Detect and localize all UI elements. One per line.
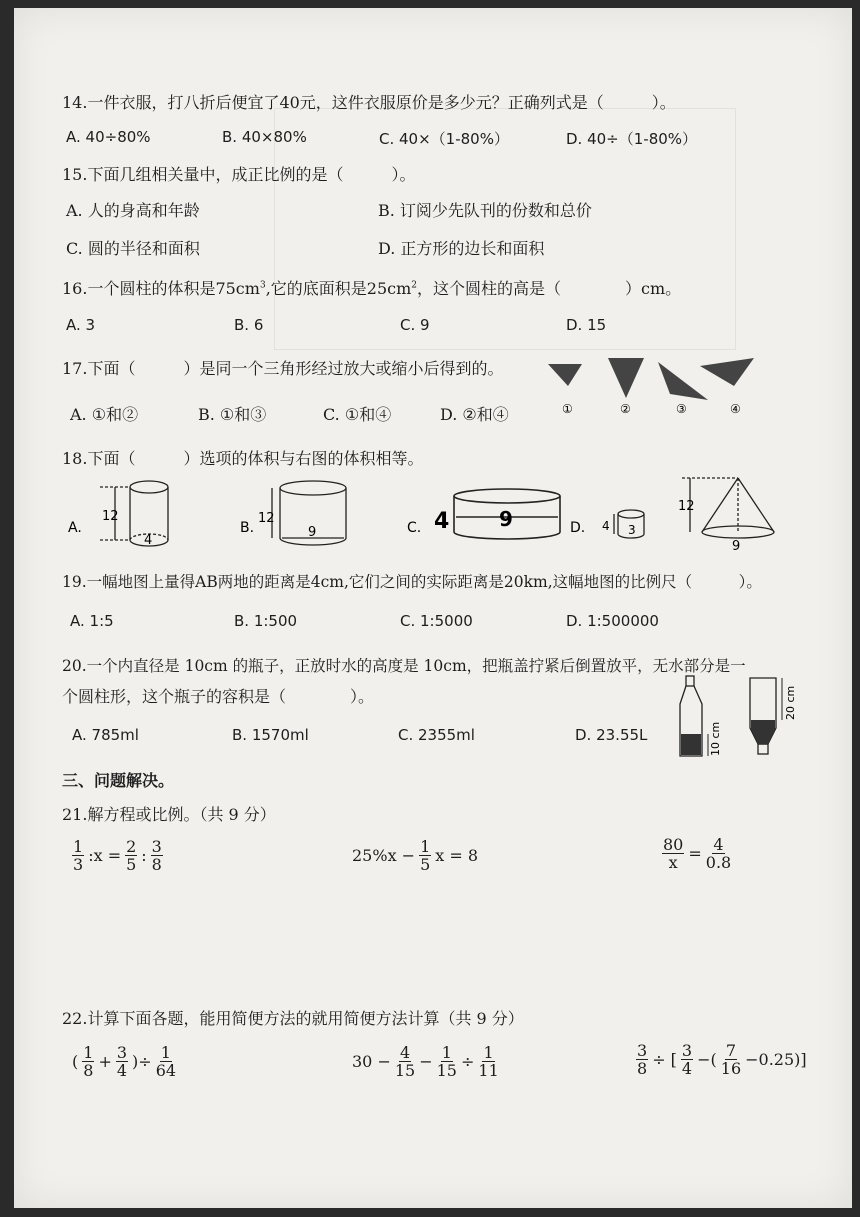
- triangle-1-label: ①: [562, 402, 573, 416]
- q22-stem: 22.计算下面各题，能用简便方法的就用简便方法计算（共 9 分）: [62, 1009, 524, 1028]
- section-3-title: 三、问题解决。: [62, 771, 175, 790]
- q21-equation-1: $\frac{1}{3}$ :x = $\frac{2}{5}$ : $\frac{3}{8}$: [73, 837, 162, 874]
- cylinder-c-height: 4: [434, 509, 450, 534]
- cylinder-d-height: 4: [602, 519, 610, 533]
- bottle-inverted-water: [751, 720, 775, 729]
- cylinder-b-height: 12: [258, 511, 275, 526]
- q19-option-b[interactable]: B. 1:500: [234, 612, 298, 630]
- q20-option-b[interactable]: B. 1570ml: [232, 726, 309, 744]
- q20-bottle-figure: [672, 670, 812, 770]
- q19-stem: 19.一幅地图上量得AB两地的距离是4cm,它们之间的实际距离是20km,这幅地图的比例尺（ ）。: [62, 573, 762, 591]
- cylinder-b-diameter: 9: [308, 525, 317, 540]
- q14-option-a[interactable]: A. 40÷80%: [66, 128, 151, 146]
- cone-diameter: 9: [732, 539, 741, 554]
- q20-stem-line2: 个圆柱形，这个瓶子的容积是（ ）。: [62, 687, 375, 706]
- q22-expression-2: 30 − $\frac{4}{15}$ − $\frac{1}{15}$ ÷ $\frac{1}{11}$: [352, 1043, 499, 1080]
- upright-height-label: 10 cm: [709, 721, 722, 756]
- q16-option-b[interactable]: B. 6: [234, 316, 264, 334]
- q14-option-d[interactable]: D. 40÷（1-80%）: [566, 130, 698, 148]
- triangle-3-label: ③: [676, 402, 687, 416]
- triangle-3-shape: [658, 362, 708, 400]
- triangle-4-shape: [700, 358, 754, 386]
- q18-label-a: A.: [68, 520, 82, 536]
- q17-option-c[interactable]: C. ①和④: [323, 405, 392, 424]
- q14-stem: 14.一件衣服，打八折后便宜了40元，这件衣服原价是多少元？正确列式是（ ）。: [62, 93, 676, 112]
- q22-expression-1: ( $\frac{1}{8}$ + $\frac{3}{4}$ )÷ $\frac{1}{64}$: [72, 1043, 177, 1080]
- q20-option-c[interactable]: C. 2355ml: [398, 726, 475, 744]
- q14-option-b[interactable]: B. 40×80%: [222, 128, 307, 146]
- q16-option-d[interactable]: D. 15: [566, 316, 607, 334]
- q16-option-c[interactable]: C. 9: [400, 316, 430, 334]
- q20-option-a[interactable]: A. 785ml: [72, 726, 139, 744]
- q18-stem: 18.下面（ ）选项的体积与右图的体积相等。: [62, 449, 424, 468]
- q15-option-c[interactable]: C. 圆的半径和面积: [66, 239, 200, 258]
- q16-stem: 16.一个圆柱的体积是$75cm^3$,它的底面积是$25cm^2$，这个圆柱的高是（ ）cm。: [62, 279, 682, 298]
- bottle-upright-water: [681, 734, 701, 755]
- q18-label-c: C.: [407, 520, 422, 536]
- cylinder-a-diameter: 4: [144, 533, 153, 548]
- q20-option-d[interactable]: D. 23.55L: [575, 726, 648, 744]
- q17-option-b[interactable]: B. ①和③: [198, 405, 267, 424]
- q17-stem: 17.下面（ ）是同一个三角形经过放大或缩小后得到的。: [62, 359, 504, 378]
- q21-equation-3: $\frac{80}{x}$ = $\frac{4}{0.8}$: [663, 835, 732, 872]
- triangle-2-label: ②: [620, 402, 631, 416]
- q22-expression-3: $\frac{3}{8}$ ÷ [ $\frac{3}{4}$ −( $\frac{7}{16}$ −0.25)]: [637, 1041, 807, 1078]
- q21-equation-2: 25%x − $\frac{1}{5}$ x = 8: [352, 837, 479, 874]
- triangle-2-shape: [608, 358, 644, 398]
- q15-stem: 15.下面几组相关量中，成正比例的是（ ）。: [62, 165, 416, 184]
- q17-option-a[interactable]: A. ①和②: [70, 405, 139, 424]
- cylinder-c-diameter: 9: [499, 507, 513, 531]
- cylinder-a-height: 12: [102, 509, 119, 524]
- q14-option-c[interactable]: C. 40×（1-80%）: [379, 130, 509, 148]
- bottle-inverted-neck-water: [751, 729, 775, 744]
- cone-height: 12: [678, 499, 695, 514]
- inverted-height-label: 20 cm: [784, 685, 797, 720]
- q20-stem-line1: 20.一个内直径是 10cm 的瓶子，正放时水的高度是 10cm，把瓶盖拧紧后倒置放平，无水部分是一: [62, 657, 746, 675]
- q19-option-d[interactable]: D. 1:500000: [566, 612, 659, 630]
- q16-option-a[interactable]: A. 3: [66, 316, 96, 334]
- q19-option-a[interactable]: A. 1:5: [70, 612, 114, 630]
- q15-option-b[interactable]: B. 订阅少先队刊的份数和总价: [378, 201, 592, 220]
- q17-option-d[interactable]: D. ②和④: [440, 405, 509, 424]
- triangle-1-shape: [548, 364, 582, 386]
- cone-reference-shape: [682, 478, 774, 538]
- q19-option-c[interactable]: C. 1:5000: [400, 612, 473, 630]
- q18-figures: [62, 474, 822, 554]
- q18-label-b: B.: [240, 520, 255, 536]
- q15-option-d[interactable]: D. 正方形的边长和面积: [378, 239, 545, 258]
- cylinder-d-diameter: 3: [628, 523, 636, 537]
- q18-label-d: D.: [570, 520, 586, 536]
- triangle-4-label: ④: [730, 402, 741, 416]
- q17-triangles-figure: [540, 352, 800, 422]
- q21-stem: 21.解方程或比例。（共 9 分）: [62, 805, 276, 824]
- q15-option-a[interactable]: A. 人的身高和年龄: [66, 201, 200, 220]
